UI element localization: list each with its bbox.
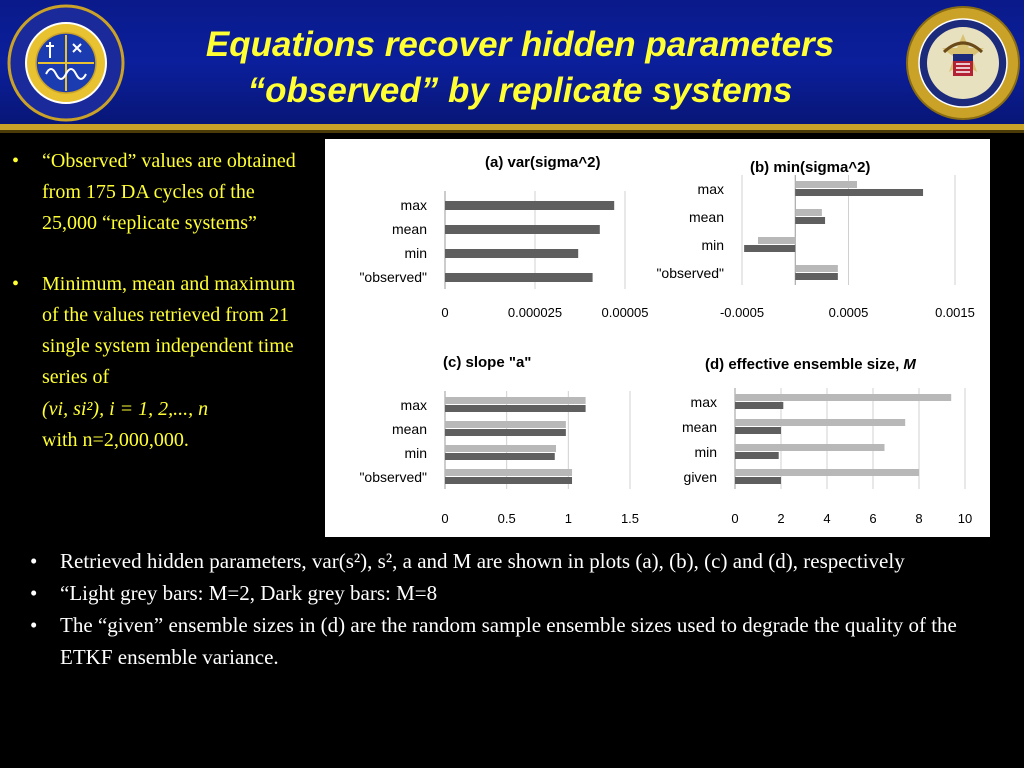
- x-tick-label: 0.000025: [507, 305, 563, 320]
- title-line-2: “observed” by replicate systems: [247, 71, 793, 110]
- x-tick-label: 0.0015: [935, 305, 975, 320]
- category-label: max: [400, 397, 427, 413]
- left-bullet-item: [12, 269, 312, 456]
- bar: [735, 402, 783, 409]
- bar: [795, 273, 838, 280]
- dept-of-navy-seal-logo: [904, 4, 1022, 122]
- bar: [445, 477, 572, 484]
- category-label: given: [683, 469, 717, 485]
- chart-b: [656, 159, 974, 320]
- bar: [744, 245, 795, 252]
- x-tick-label: 10: [957, 511, 973, 526]
- category-label: min: [404, 245, 427, 261]
- bullet-dot: •: [30, 613, 38, 637]
- category-label: min: [404, 445, 427, 461]
- bullet-dot: •: [12, 150, 20, 172]
- left-bullet-list: [12, 146, 312, 456]
- bar: [735, 419, 905, 426]
- formula-text: (vi, si²), i = 1, 2,..., n: [42, 398, 209, 420]
- x-tick-label: 4: [823, 511, 831, 526]
- bar: [445, 201, 614, 210]
- bottom-bullet-item: [30, 577, 1010, 609]
- bar: [735, 469, 919, 476]
- x-tick-label: 0.0005: [828, 305, 869, 320]
- bullet-text-minmeanmax: Minimum, mean and maximum of the values retrieved from 21 single system independent time series of: [42, 273, 296, 388]
- bullet-dot: •: [12, 273, 20, 295]
- bar: [445, 273, 593, 282]
- bar: [445, 225, 600, 234]
- bullet-dot: •: [30, 549, 38, 573]
- category-label: "observed": [359, 269, 427, 285]
- category-label: min: [701, 237, 724, 253]
- category-label: "observed": [656, 265, 724, 281]
- x-tick-label: 0.00005: [601, 305, 649, 320]
- title-line-1: Equations recover hidden parameters: [205, 25, 835, 64]
- category-label: mean: [391, 421, 427, 437]
- nrl-monterey-seal-logo: [6, 4, 126, 122]
- chart-title: (a) var(sigma^2): [485, 154, 601, 171]
- x-tick-label: -0.0005: [719, 305, 765, 320]
- bar: [445, 421, 566, 428]
- chart-title: (d) effective ensemble size, M: [705, 356, 916, 373]
- bar: [735, 444, 885, 451]
- bar: [735, 477, 781, 484]
- left-bullet-item: [12, 146, 312, 239]
- category-label: max: [400, 197, 427, 213]
- bottom-bullet-text: Retrieved hidden parameters, var(s²), s², a and M are shown in plots (a), (b), (c) and (d), respectively: [60, 549, 905, 573]
- x-tick-label: 1: [564, 511, 572, 526]
- bullet-text-end: with n=2,000,000.: [42, 429, 189, 451]
- chart-title: (b) min(sigma^2): [750, 159, 871, 176]
- chart-d: [682, 356, 972, 526]
- bar: [445, 397, 586, 404]
- category-label: max: [697, 181, 724, 197]
- header-shadow-divider: [0, 130, 1024, 133]
- bar: [735, 452, 779, 459]
- x-tick-label: 0: [731, 511, 739, 526]
- x-tick-label: 1.5: [620, 511, 640, 526]
- bar: [445, 429, 566, 436]
- category-label: mean: [391, 221, 427, 237]
- category-label: max: [690, 394, 717, 410]
- x-tick-label: 0.5: [497, 511, 516, 526]
- chart-c: [359, 354, 639, 526]
- bar: [795, 209, 822, 216]
- bar: [795, 217, 825, 224]
- chart-panel: [325, 139, 990, 537]
- bar: [445, 453, 555, 460]
- bar: [795, 189, 923, 196]
- bottom-bullet-list: [30, 545, 1010, 673]
- x-tick-label: 0: [441, 511, 449, 526]
- bar: [735, 394, 951, 401]
- chart-a: [359, 154, 648, 320]
- bullet-text-observed: “Observed” values are obtained from 175 DA cycles of the 25,000 “replicate systems”: [42, 150, 296, 234]
- bar: [735, 427, 781, 434]
- slide-title: [140, 22, 900, 114]
- bar: [758, 237, 795, 244]
- chart-title: (c) slope "a": [443, 354, 532, 371]
- bar: [795, 181, 857, 188]
- x-tick-label: 2: [777, 511, 785, 526]
- bottom-bullet-text: “Light grey bars: M=2, Dark grey bars: M=8: [60, 581, 438, 605]
- bottom-bullet-item: [30, 609, 1010, 673]
- bottom-bullet-item: [30, 545, 1010, 577]
- bullet-dot: •: [30, 581, 38, 605]
- x-tick-label: 8: [915, 511, 923, 526]
- bar: [445, 249, 578, 258]
- bar: [445, 445, 556, 452]
- bar: [445, 405, 586, 412]
- bottom-bullet-text: The “given” ensemble sizes in (d) are the random sample ensemble sizes used to degrade the quality of the ETKF ensemble variance.: [60, 613, 957, 669]
- bar: [795, 265, 838, 272]
- x-tick-label: 6: [869, 511, 877, 526]
- category-label: mean: [681, 419, 717, 435]
- category-label: mean: [688, 209, 724, 225]
- category-label: min: [694, 444, 717, 460]
- charts-svg: [325, 139, 990, 537]
- bar: [445, 469, 572, 476]
- x-tick-label: 0: [441, 305, 449, 320]
- chart-title-italic: M: [903, 356, 916, 373]
- category-label: "observed": [359, 469, 427, 485]
